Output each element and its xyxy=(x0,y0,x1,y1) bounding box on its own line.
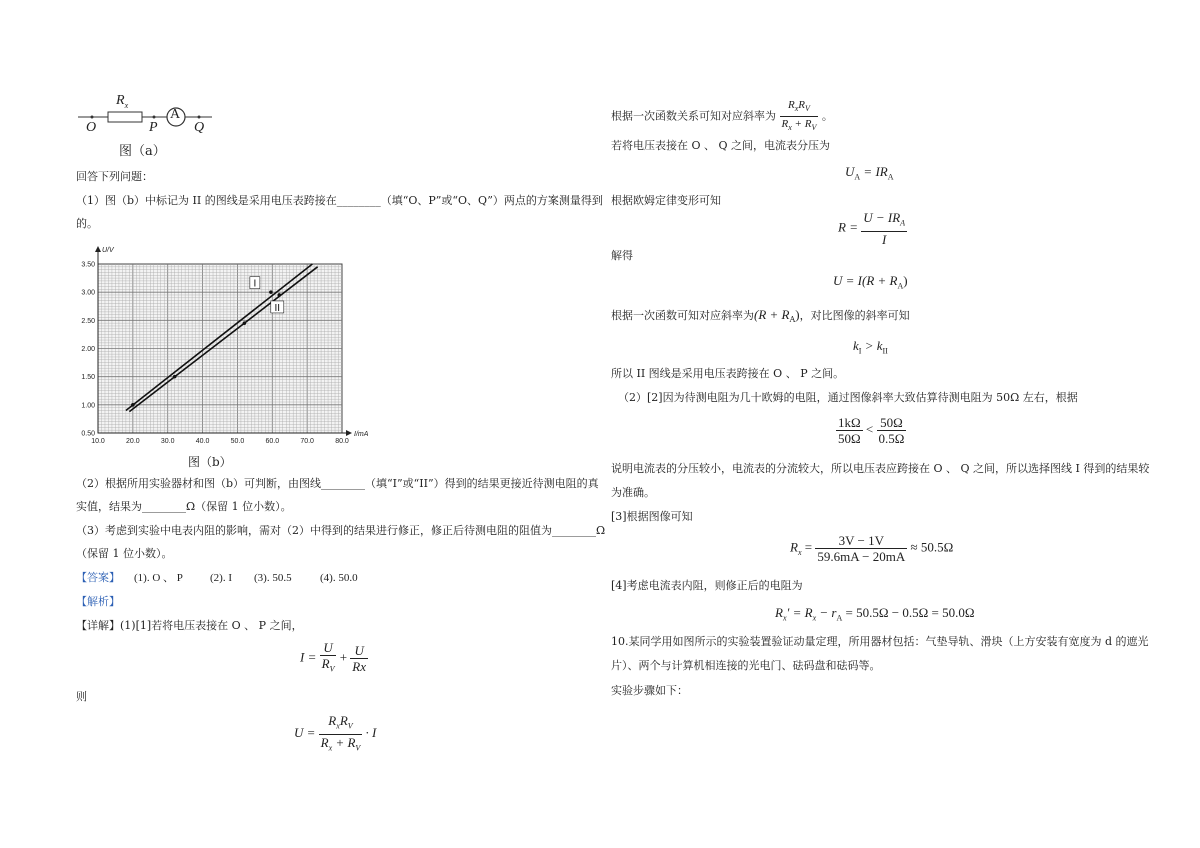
steps-intro: 实验步骤如下： xyxy=(611,684,688,697)
node-q-label: Q xyxy=(194,120,205,135)
slope-text-oq: 根据一次函数可知对应斜率为$(R + R_A)$，对比图像的斜率可知 xyxy=(611,307,910,325)
question-10-line-2: 片）、两个与计算机相连接的光电门、砝码盘和砝码等。 xyxy=(611,659,881,672)
analysis-label: 【解析】 xyxy=(76,595,120,608)
figure-b-caption: 图（b） xyxy=(188,455,232,469)
x-axis-label: I/mA xyxy=(354,431,369,438)
ui-graph-b xyxy=(72,240,382,450)
formula-voltage-op: U = $\frac{R_xR_V}{R_x + R_V}$ · I xyxy=(294,713,377,753)
x-tick-label: 30.0 xyxy=(160,438,175,445)
x-tick-label: 70.0 xyxy=(300,438,314,445)
y-tick-label: 1.00 xyxy=(81,402,95,410)
step-4-text: [4]考虑电流表内阻，则修正后的电阻为 xyxy=(611,579,803,592)
x-tick-label: 60.0 xyxy=(265,438,280,445)
answer-1: (1). O 、 P xyxy=(134,572,183,584)
formula-current-op: I = $\frac{U}{R_V}$ + $\frac{U}{Rx}$ xyxy=(300,640,367,674)
step-3-text: [3]根据图像可知 xyxy=(611,510,693,523)
y-tick-label: 0.50 xyxy=(81,430,95,438)
series-label-i: I xyxy=(253,278,257,290)
y-tick-label: 2.00 xyxy=(81,346,95,353)
x-tick-label: 50.0 xyxy=(230,438,245,445)
data-point xyxy=(243,321,247,325)
formula-ammeter-voltage: $U_A = IR_A$ xyxy=(845,164,894,182)
y-axis-label: U/V xyxy=(102,247,114,254)
data-point xyxy=(269,290,273,294)
question-1-line-2: 的。 xyxy=(76,217,98,230)
question-2-line-2: 实值，结果为________Ω（保留 1 位小数）。 xyxy=(76,500,292,513)
question-2-line-1: （2）根据所用实验器材和图（b）可判断，由图线________（填“I”或“II”）得到的结果更接近待测电阻的真 xyxy=(76,477,599,490)
answer-3: (3). 50.5 xyxy=(254,572,292,584)
x-tick-label: 80.0 xyxy=(335,438,349,445)
oq-intro-text: 若将电压表接在 O 、 Q 之间，电流表分压为 xyxy=(611,139,831,152)
part-2-text: （2）[2]因为待测电阻为几十欧姆的电阻，通过图像斜率大致估算待测电阻为 50Ω 左右，根据 xyxy=(618,391,1078,404)
y-tick-label: 3.00 xyxy=(81,289,95,297)
answer-2: (2). I xyxy=(210,572,232,584)
y-axis-arrow xyxy=(95,246,101,252)
answer-label: 【答案】 xyxy=(76,571,120,584)
data-point xyxy=(277,293,281,297)
figure-a-caption: 图（a） xyxy=(119,144,166,159)
solve-text: 解得 xyxy=(611,249,633,262)
question-10-line-1: 10.某同学用如图所示的实验装置验证动量定理，所用器材包括：气垫导轨、滑块（上方安装有宽度为 d 的遮光 xyxy=(611,635,1149,648)
y-tick-label: 3.50 xyxy=(81,261,95,269)
series-label-ii: II xyxy=(274,302,281,314)
question-3-line-1: （3）考虑到实验中电表内阻的影响，需对（2）中得到的结果进行修正，修正后待测电阻的阻值为________Ω xyxy=(76,524,606,537)
x-tick-label: 20.0 xyxy=(126,438,140,445)
detail-label: 【详解】(1)[1]若将电压表接在 O 、 P 之间， xyxy=(76,619,303,632)
formula-voltage-oq: $U = I(R + R_A)$ xyxy=(833,273,908,291)
ammeter-reason-line-1: 说明电流表的分压较小，电流表的分流较大，所以电压表应跨接在 O 、 Q 之间，所以选择图线 I 得到的结果较 xyxy=(611,462,1150,475)
answer-4: (4). 50.0 xyxy=(320,572,358,584)
question-3-line-2: （保留 1 位小数）。 xyxy=(76,547,173,560)
then-text: 则 xyxy=(76,690,87,703)
rx-label: $R_x$ xyxy=(116,93,129,110)
ammeter-reason-line-2: 为准确。 xyxy=(611,486,655,499)
x-tick-label: 10.0 xyxy=(91,438,105,445)
formula-resistance: R = $\frac{U - IR_A}{I}$ xyxy=(838,210,906,247)
question-1-line-1: （1）图（b）中标记为 II 的图线是采用电压表跨接在________（填“O、P”或“O、Q”）两点的方案测量得到 xyxy=(76,194,603,207)
formula-corrected-rx: $R_x' = R_x - r_A = 50.5\Omega - 0.5\Omega = 50.0\Omega$ xyxy=(775,605,975,623)
ohm-law-text: 根据欧姆定律变形可知 xyxy=(611,194,721,207)
x-axis-arrow xyxy=(346,430,352,436)
conclusion-ii-text: 所以 II 图线是采用电压表跨接在 O 、 P 之间。 xyxy=(611,367,845,380)
formula-rx-value: $R_x$ = $\frac{3V - 1V}{59.6mA - 20mA}$ ≈ 50.5Ω xyxy=(790,533,954,564)
intro-text: 回答下列问题： xyxy=(76,170,153,183)
formula-ratio-compare: $\frac{1k\Omega}{50\Omega}$ < $\frac{50\Omega}{0.5\Omega}$ xyxy=(838,415,905,446)
data-point xyxy=(131,403,135,407)
node-o-label: O xyxy=(86,120,97,135)
ammeter-label: A xyxy=(170,107,181,122)
data-point xyxy=(173,375,177,379)
node-p-label: P xyxy=(149,120,158,135)
x-tick-label: 40.0 xyxy=(195,438,210,445)
y-tick-label: 2.50 xyxy=(81,317,95,325)
y-tick-label: 1.50 xyxy=(81,374,95,382)
formula-slope-compare: $k_I > k_{II}$ xyxy=(853,338,888,356)
slope-text-op: 根据一次函数关系可知对应斜率为 $\frac{R_xR_V}{R_x + R_V}$ 。 xyxy=(611,99,833,133)
